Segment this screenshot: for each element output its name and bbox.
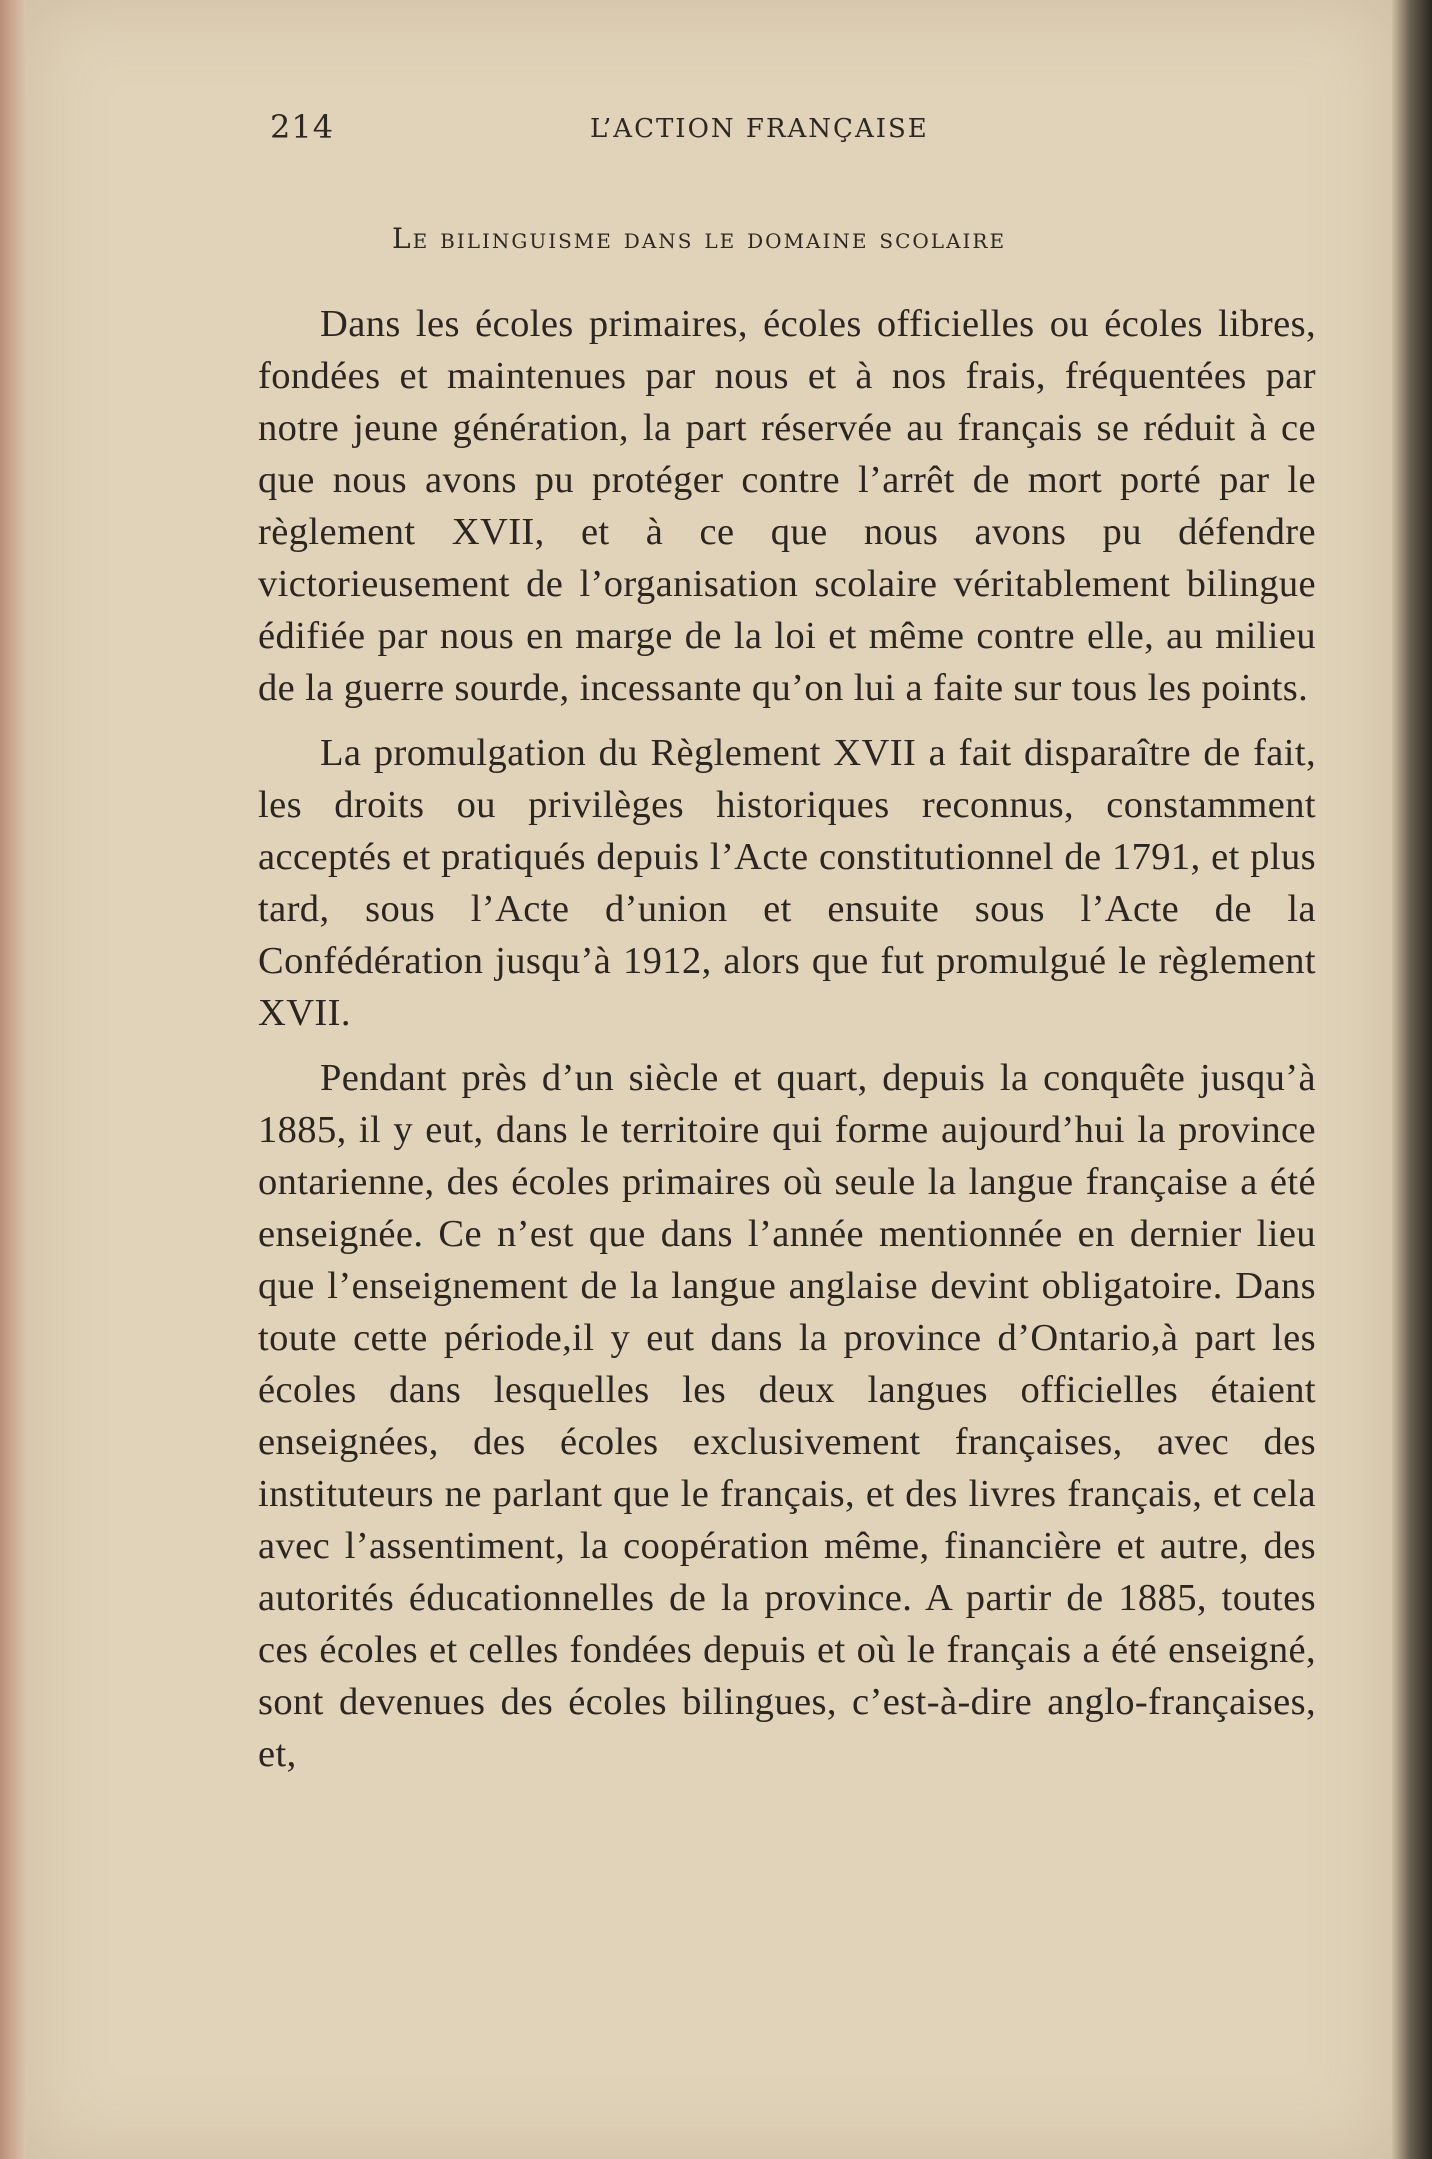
page-edge-right bbox=[1392, 0, 1432, 2159]
page-header bbox=[240, 108, 1270, 148]
paragraph: Dans les écoles primaires, écoles officielles ou écoles libres, fondées et maintenues par nous et à nos frais, fréquentées par notre jeune génération, la part réservée au français se réduit à ce que nous avons pu protéger contre l’arrêt de mort porté par le règlement XVII, et à ce que nous avons pu défendre victorieusement de l’organisation scolaire véritablement bilingue édifiée par nous en marge de la loi et même contre elle, au milieu de la guerre sourde, incessante qu’on lui a faite sur tous les points. bbox=[258, 303, 1316, 709]
section-title: Le bilinguisme dans le domaine scolaire bbox=[392, 222, 1007, 255]
paragraph: Pendant près d’un siècle et quart, depuis la conquête jusqu’à 1885, il y eut, dans le territoire qui forme aujourd’hui la province ontarienne, des écoles primaires où seule la langue française a été enseignée. Ce n’est que dans l’année mentionnée en dernier lieu que l’enseignement de la langue anglaise devint obligatoire. Dans toute cette période,il y eut dans la province d’Ontario,à part les écoles dans lesquelles les deux langues officielles étaient enseignées, des écoles exclusivement françaises, avec des instituteurs ne parlant que le français, et des livres français, et cela avec l’assentiment, la coopération même, financière et autre, des autorités éducationnelles de la province. A partir de 1885, toutes ces écoles et celles fondées depuis et où le français a été enseigné, sont devenues des écoles bilingues, c’est-à-dire anglo-françaises, et, bbox=[258, 1057, 1316, 1775]
paragraph: La promulgation du Règlement XVII a fait disparaître de fait, les droits ou privilèges historiques reconnus, constamment acceptés et pratiqués depuis l’Acte constitutionnel de 1791, et plus tard, sous l’Acte d’union et ensuite sous l’Acte de la Confédération jusqu’à 1912, alors que fut promulgué le règlement XVII. bbox=[258, 732, 1316, 1034]
page-edge-left bbox=[0, 0, 26, 2159]
page-number: 214 bbox=[270, 108, 335, 146]
running-head: L’ACTION FRANÇAISE bbox=[590, 114, 929, 144]
body-text bbox=[258, 298, 1316, 1793]
